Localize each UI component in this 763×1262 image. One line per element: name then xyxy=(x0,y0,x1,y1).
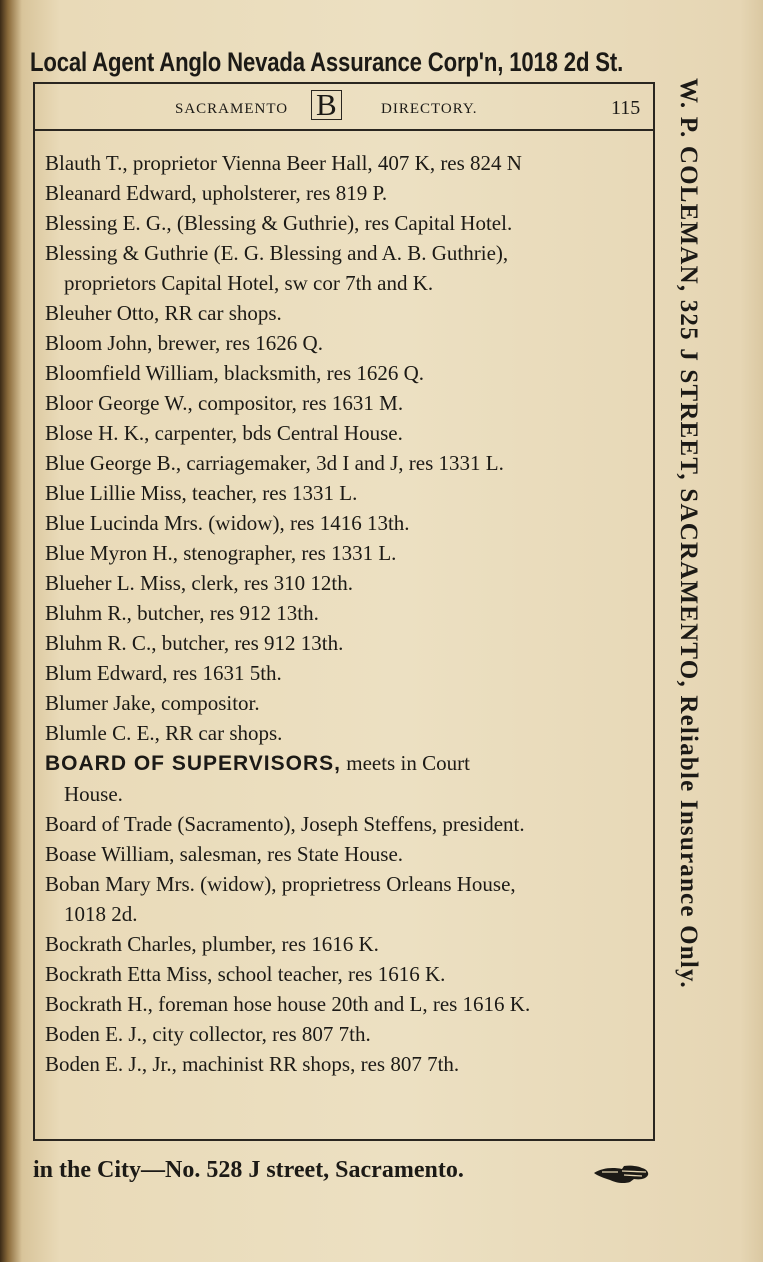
directory-entry xyxy=(45,809,645,839)
entry-text: Boase William, salesman, res State House. xyxy=(45,842,404,866)
directory-entry xyxy=(45,178,645,208)
entry-text: Bluhm R. C., butcher, res 912 13th. xyxy=(45,631,344,655)
entry-text: Bloomfield William, blacksmith, res 1626 Q. xyxy=(45,361,425,385)
directory-entry xyxy=(45,148,645,178)
entry-text: Blumer Jake, compositor. xyxy=(45,691,260,715)
entry-heading: BOARD OF SUPERVISORS, xyxy=(45,752,341,775)
entry-continuation: proprietors Capital Hotel, sw cor 7th and K. xyxy=(64,271,434,295)
running-head xyxy=(35,87,653,124)
directory-entry xyxy=(45,628,645,658)
entry-text: Bleanard Edward, upholsterer, res 819 P. xyxy=(45,181,388,205)
entry-text: Board of Trade (Sacramento), Joseph Steffens, president. xyxy=(45,812,525,836)
entry-text: Blose H. K., carpenter, bds Central House. xyxy=(45,421,403,445)
directory-entry xyxy=(45,748,645,809)
directory-entry xyxy=(45,448,645,478)
directory-entry xyxy=(45,929,645,959)
directory-entry xyxy=(45,508,645,538)
side-advertisement xyxy=(665,78,705,1148)
directory-entry xyxy=(45,959,645,989)
directory-entry xyxy=(45,658,645,688)
entry-text: Blueher L. Miss, clerk, res 310 12th. xyxy=(45,571,353,595)
entry-text: Bockrath H., foreman hose house 20th and L, res 1616 K. xyxy=(45,992,531,1016)
entry-continuation: House. xyxy=(64,782,123,806)
directory-entry xyxy=(45,869,645,929)
directory-entry xyxy=(45,839,645,869)
footer-advertisement: in the City—No. 528 J street, Sacramento. xyxy=(33,1157,464,1183)
directory-entry xyxy=(45,989,645,1019)
entry-text: Blue Myron H., stenographer, res 1331 L. xyxy=(45,541,397,565)
entry-text: Bockrath Charles, plumber, res 1616 K. xyxy=(45,932,379,956)
header-advertisement: Local Agent Anglo Nevada Assurance Corp'n, 1018 2d St. xyxy=(30,47,624,77)
directory-entry xyxy=(45,538,645,568)
entry-text: Blumle C. E., RR car shops. xyxy=(45,721,283,745)
running-head-title: DIRECTORY. xyxy=(381,101,478,117)
directory-entry xyxy=(45,388,645,418)
entry-text: Blessing & Guthrie (E. G. Blessing and A. B. Guthrie), xyxy=(45,241,509,265)
entry-text: Boban Mary Mrs. (widow), proprietress Orleans House, xyxy=(45,872,516,896)
directory-entry xyxy=(45,298,645,328)
entry-text: Boden E. J., city collector, res 807 7th. xyxy=(45,1022,371,1046)
entry-continuation: 1018 2d. xyxy=(64,902,138,926)
directory-entry xyxy=(45,598,645,628)
directory-entry xyxy=(45,418,645,448)
entry-text: Blue Lillie Miss, teacher, res 1331 L. xyxy=(45,481,358,505)
entry-text: Bloom John, brewer, res 1626 Q. xyxy=(45,331,323,355)
directory-entry xyxy=(45,328,645,358)
directory-entry xyxy=(45,358,645,388)
entry-text: Blue Lucinda Mrs. (widow), res 1416 13th. xyxy=(45,511,410,535)
directory-entry xyxy=(45,478,645,508)
entry-text: Bloor George W., compositor, res 1631 M. xyxy=(45,391,404,415)
page-number: 115 xyxy=(611,97,641,119)
entry-text: Bockrath Etta Miss, school teacher, res 1616 K. xyxy=(45,962,446,986)
pointing-hand-icon xyxy=(592,1160,652,1186)
directory-entry xyxy=(45,1019,645,1049)
entry-text: Blessing E. G., (Blessing & Guthrie), res Capital Hotel. xyxy=(45,211,513,235)
directory-entry xyxy=(45,208,645,238)
side-advertisement-text: W. P. COLEMAN, 325 J STREET, SACRAMENTO, Reliable Insurance Only. xyxy=(675,78,702,989)
running-head-letter: B xyxy=(311,90,342,120)
entry-text: Bluhm R., butcher, res 912 13th. xyxy=(45,601,319,625)
entry-text: Bleuher Otto, RR car shops. xyxy=(45,301,282,325)
entry-text: Blue George B., carriagemaker, 3d I and J, res 1331 L. xyxy=(45,451,504,475)
entry-text: Blauth T., proprietor Vienna Beer Hall, 407 K, res 824 N xyxy=(45,151,522,175)
directory-entries xyxy=(45,148,645,1079)
running-head-city: SACRAMENTO xyxy=(175,101,289,117)
entry-text: Blum Edward, res 1631 5th. xyxy=(45,661,282,685)
directory-entry xyxy=(45,238,645,298)
directory-entry xyxy=(45,718,645,748)
directory-entry xyxy=(45,688,645,718)
entry-text: Boden E. J., Jr., machinist RR shops, res 807 7th. xyxy=(45,1052,460,1076)
directory-entry xyxy=(45,1049,645,1079)
entry-text: meets in Court xyxy=(341,751,470,775)
directory-entry xyxy=(45,568,645,598)
